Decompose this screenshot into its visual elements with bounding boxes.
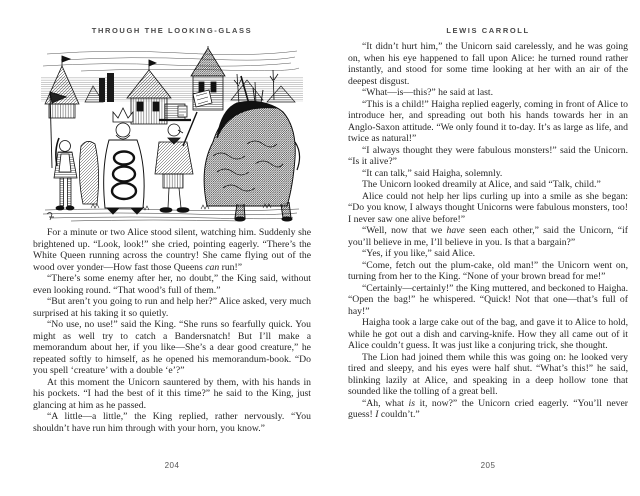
right-page-text — [348, 41, 628, 421]
page-number-right: 205 — [480, 461, 496, 470]
left-page-text — [33, 227, 311, 434]
paragraph: “But aren’t you going to run and help her?” Alice asked, very much surprised at his taking it so quietly. — [33, 296, 311, 319]
paragraph: At this moment the Unicorn sauntered by them, with his hands in his pockets. “I had the best of it this time?” he said to the King, just glancing at him as he passed. — [33, 376, 311, 411]
paragraph: “What—is—this?” he said at last. — [362, 87, 494, 98]
paragraph: “This is a child!” Haigha replied eagerly, coming in front of Alice to introduce her, and spreading out both his hands towards her in an Anglo-Saxon attitude. “We only found it to-day. It’s as large as life, and twice as natural!” — [348, 98, 628, 144]
tenniel-illustration-lion-and-unicorn — [41, 46, 303, 224]
paragraph: For a minute or two Alice stood silent, watching him. Suddenly she brightened up. “Look, look!” she cried, pointing eagerly. “There’s the White Queen running across the country! She came flying out of the wood over yonder—How fast those Queens can run!” — [33, 227, 311, 273]
paragraph: “It can talk,” said Haigha, solemnly. — [362, 167, 503, 179]
page-number-left: 204 — [164, 461, 180, 470]
paragraph: The Unicorn looked dreamily at Alice, and said “Talk, child.” — [362, 179, 601, 190]
paragraph: “Ah, what is it, now?” the Unicorn cried eagerly. “You’ll never guess! I couldn’t.” — [348, 397, 628, 420]
paragraph: Alice could not help her lips curling up into a smile as she began: “Do you know, I always thought Unicorns were fabulous monsters, too! I never saw one alive before!” — [348, 190, 628, 225]
paragraph: “No use, no use!” said the King. “She runs so fearfully quick. You might as well try to catch a Bandersnatch! But I’ll make a memorandum about her, if you like—She’s a dear good creature,” he repeated softly to himself, as he opened his memorandum-book. “Do you spell ‘creature’ with a double ‘e’?” — [33, 319, 311, 376]
paragraph: “There’s some enemy after her, no doubt,” the King said, without even looking round. “That wood’s full of them.” — [33, 273, 311, 296]
running-head-left: THROUGH THE LOOKING-GLASS — [91, 26, 253, 35]
paragraph: “Certainly—certainly!” the King muttered, and beckoned to Haigha. “Open the bag!” he whispered. “Quick! Not that one—that’s full of hay!” — [348, 282, 628, 317]
paragraph: “Yes, if you like,” said Alice. — [362, 248, 476, 259]
paragraph: “It didn’t hurt him,” the Unicorn said carelessly, and he was going on, when his eye happened to fall upon Alice: he turned round rather instantly, and stood for some time looking at her with an air of the deepest disgust. — [348, 41, 628, 87]
paragraph: “Well, now that we have seen each other,” said the Unicorn, “if you’ll believe in me, I’ll believe in you. Is that a bargain?” — [348, 225, 628, 248]
paragraph: “A little—a little,” the King replied, rather nervously. “You shouldn’t have run him through with your horn, you know.” — [33, 411, 311, 434]
running-head-right: LEWIS CARROLL — [446, 26, 530, 35]
paragraph: Haigha took a large cake out of the bag, and gave it to Alice to hold, while he got out a dish and carving-knife. How they all came out of it Alice couldn’t guess. It was just like a conjuring trick, she thought. — [348, 317, 628, 351]
paragraph: “I always thought they were fabulous monsters!” said the Unicorn. “Is it alive?” — [348, 144, 628, 167]
paragraph: The Lion had joined them while this was going on: he looked very tired and sleepy, and his eyes were half shut. “What’s this!” he said, blinking lazily at Alice, and speaking in a deep hollow tone that sounded like the tolling of a great bell. — [348, 351, 628, 397]
page-right — [348, 0, 628, 496]
page-left — [33, 0, 311, 496]
paragraph: “Come, fetch out the plum-cake, old man!” the Unicorn went on, turning from her to the King. “None of your brown bread for me!” — [348, 259, 628, 282]
